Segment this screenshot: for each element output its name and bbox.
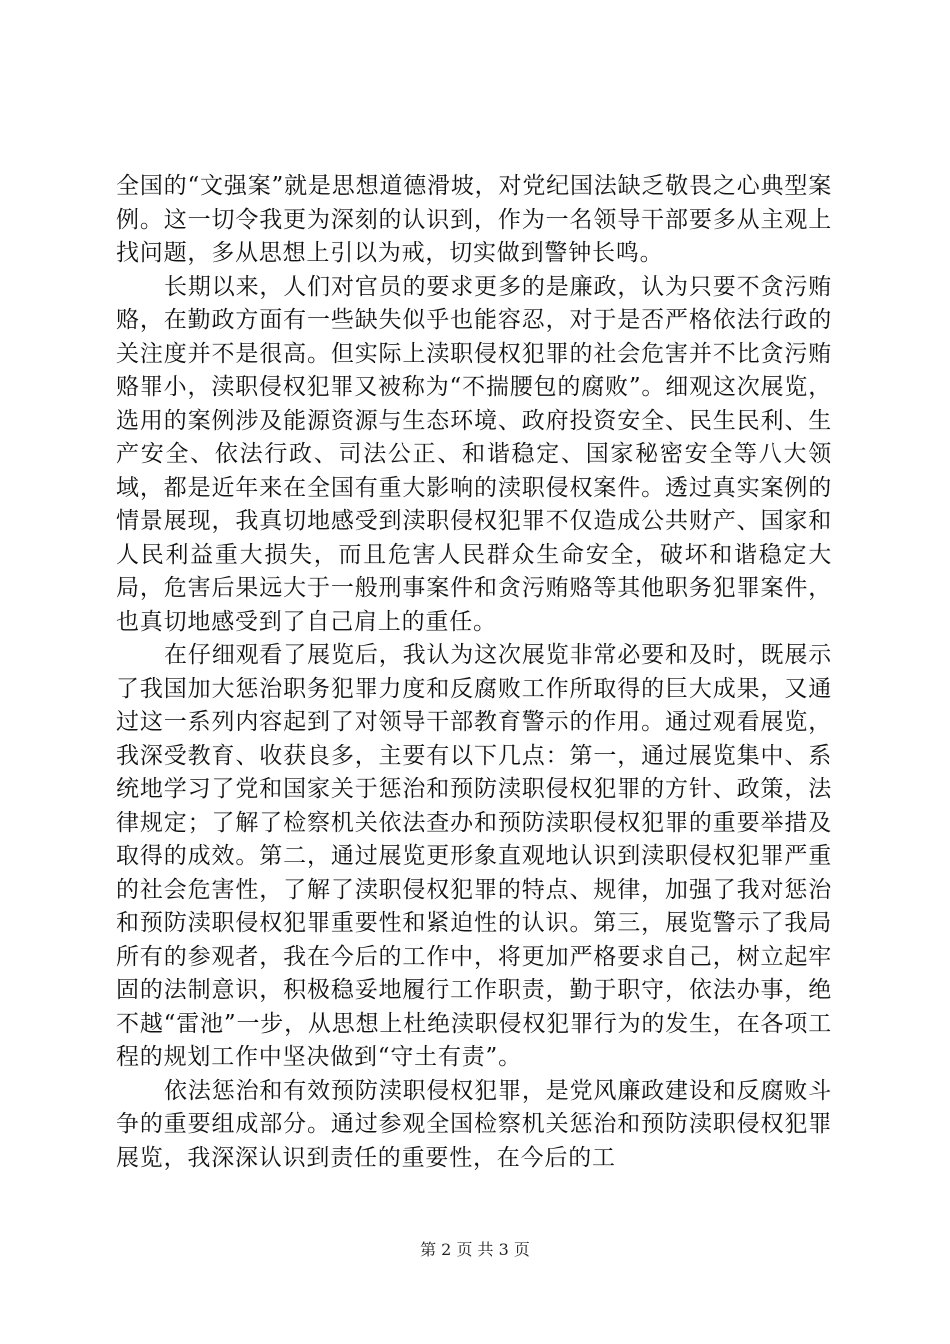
paragraph-3: 在仔细观看了展览后，我认为这次展览非常必要和及时，既展示了我国加大惩治职务犯罪力度和反腐败工作所取得的巨大成果，又通过这一系列内容起到了对领导干部教育警示的作用。通过观看展览，我深受教育、收获良多，主要有以下几点：第一，通过展览集中、系统地学习了党和国家关于惩治和预防渎职侵权犯罪的方针、政策，法律规定；了解了检察机关依法查办和预防渎职侵权犯罪的重要举措及取得的成效。第二，通过展览更形象直观地认识到渎职侵权犯罪严重的社会危害性，了解了渎职侵权犯罪的特点、规律，加强了我对惩治和预防渎职侵权犯罪重要性和紧迫性的认识。第三，展览警示了我局所有的参观者，我在今后的工作中，将更加严格要求自己，树立起牢固的法制意识，积极稳妥地履行工作职责，勤于职守，依法办事，绝不越“雷池”一步，从思想上杜绝渎职侵权犯罪行为的发生，在各项工程的规划工作中坚决做到“守土有责”。 (116, 642, 832, 1070)
paragraph-1: 全国的“文强案”就是思想道德滑坡，对党纪国法缺乏敬畏之心典型案例。这一切令我更为深刻的认识到，作为一名领导干部要多从主观上找问题，多从思想上引以为戒，切实做到警钟长鸣。 (116, 173, 832, 266)
paragraph-4: 依法惩治和有效预防渎职侵权犯罪，是党风廉政建设和反腐败斗争的重要组成部分。通过参观全国检察机关惩治和预防渎职侵权犯罪展览，我深深认识到责任的重要性，在今后的工 (116, 1077, 832, 1171)
paragraph-2: 长期以来，人们对官员的要求更多的是廉政，认为只要不贪污贿赂，在勤政方面有一些缺失似乎也能容忍，对于是否严格依法行政的关注度并不是很高。但实际上渎职侵权犯罪的社会危害并不比贪污贿赂罪小，渎职侵权犯罪又被称为“不揣腰包的腐败”。细观这次展览，选用的案例涉及能源资源与生态环境、政府投资安全、民生民利、生产安全、依法行政、司法公正、和谐稳定、国家秘密安全等八大领域，都是近年来在全国有重大影响的渎职侵权案件。透过真实案例的情景展现，我真切地感受到渎职侵权犯罪不仅造成公共财产、国家和人民利益重大损失，而且危害人民群众生命安全，破坏和谐稳定大局，危害后果远大于一般刑事案件和贪污贿赂等其他职务犯罪案件，也真切地感受到了自己肩上的重任。 (116, 273, 832, 635)
page-footer: 第 2 页 共 3 页 (420, 1240, 530, 1259)
document-body (116, 170, 832, 1175)
